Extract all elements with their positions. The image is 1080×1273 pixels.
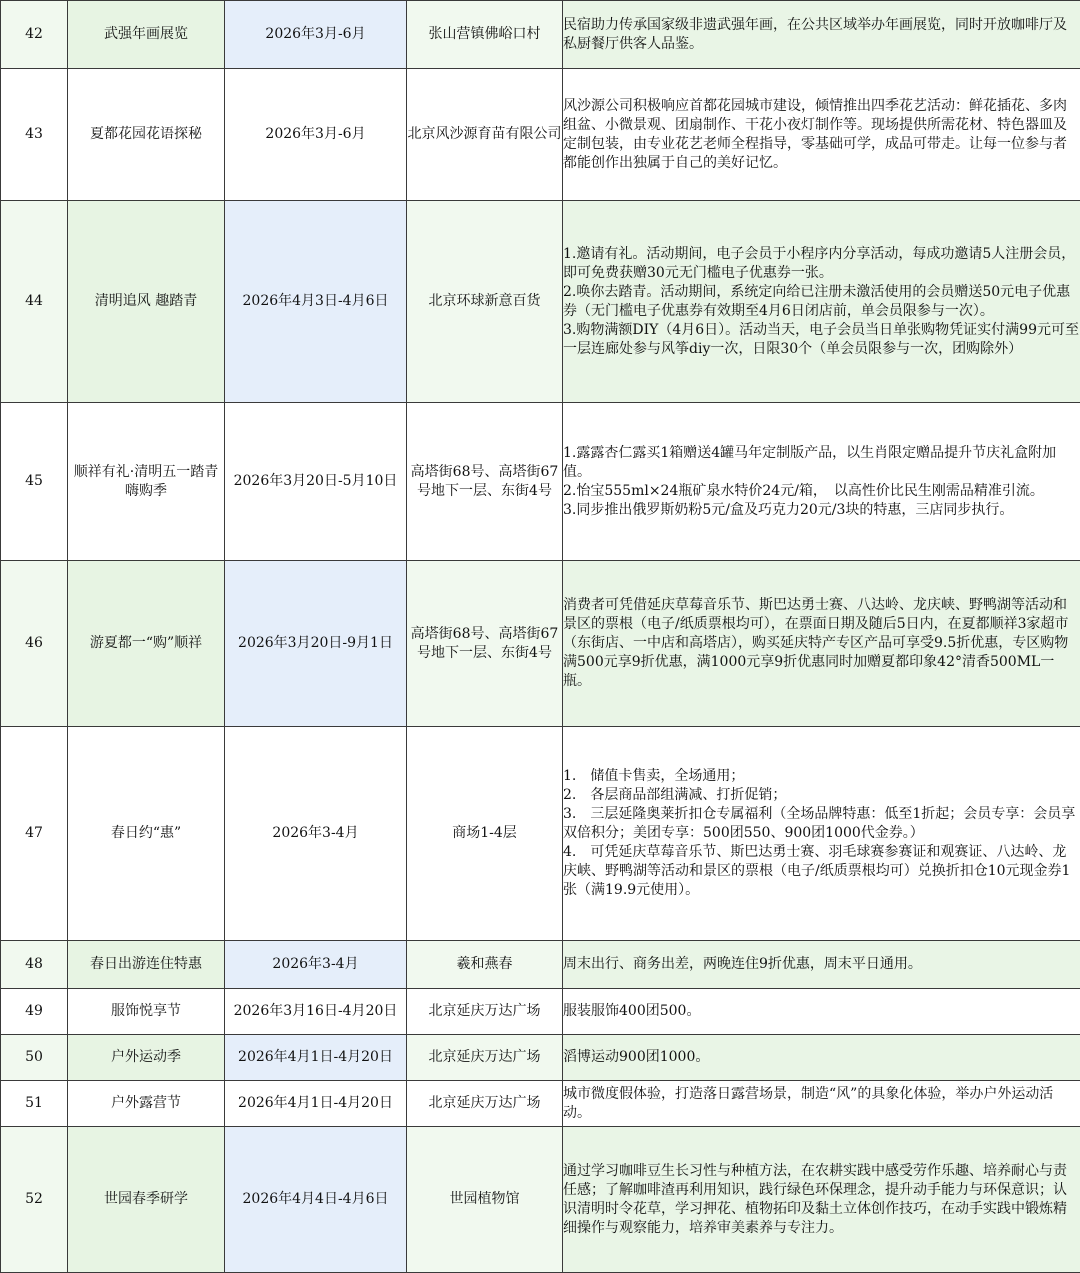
description-line: 1.邀请有礼。活动期间，电子会员于小程序内分享活动，每成功邀请5人注册会员，即可免费获赠30元无门槛电子优惠券一张。 <box>563 245 1080 283</box>
row-number-cell: 45 <box>1 403 68 561</box>
description-line: 民宿助力传承国家级非遗武强年画，在公共区域举办年画展览，同时开放咖啡厅及私厨餐厅供客人品鉴。 <box>563 16 1080 54</box>
description-line: 通过学习咖啡豆生长习性与种植方法，在农耕实践中感受劳作乐趣、培养耐心与责任感；了解咖啡渣再利用知识，践行绿色环保理念，提升动手能力与环保意识；认识清明时令花草，学习押花、植物拓印及黏土立体创作技巧，在动手实践中锻炼精细操作与观察能力，培养审美素养与专注力。 <box>563 1162 1080 1238</box>
activity-name-cell: 世园春季研学 <box>68 1127 225 1273</box>
activity-location-cell: 张山营镇佛峪口村 <box>407 1 563 69</box>
activity-date-cell: 2026年4月3日-4月6日 <box>225 201 407 403</box>
activity-description-cell <box>563 1035 1080 1081</box>
activity-date-cell: 2026年4月1日-4月20日 <box>225 1081 407 1127</box>
activity-name-cell: 户外运动季 <box>68 1035 225 1081</box>
table-row <box>1 989 1080 1035</box>
activity-name-cell: 春日约“惠” <box>68 727 225 941</box>
activity-date-cell: 2026年3-4月 <box>225 941 407 989</box>
activity-name-cell: 春日出游连住特惠 <box>68 941 225 989</box>
table-row <box>1 201 1080 403</box>
activity-location-cell: 商场1-4层 <box>407 727 563 941</box>
activity-name-cell: 夏都花园花语探秘 <box>68 69 225 201</box>
description-line: 服装服饰400团500。 <box>563 1002 1080 1021</box>
table-row <box>1 1127 1080 1273</box>
description-line: 1.露露杏仁露买1箱赠送4罐马年定制版产品，以生肖限定赠品提升节庆礼盒附加值。 <box>563 444 1080 482</box>
activity-location-cell: 世园植物馆 <box>407 1127 563 1273</box>
activity-location-cell: 北京延庆万达广场 <box>407 1081 563 1127</box>
activity-name-cell: 户外露营节 <box>68 1081 225 1127</box>
activity-description-cell <box>563 1127 1080 1273</box>
description-line: 滔博运动900团1000。 <box>563 1048 1080 1067</box>
activity-location-cell: 羲和燕春 <box>407 941 563 989</box>
activity-date-cell: 2026年3月16日-4月20日 <box>225 989 407 1035</box>
description-line: 4. 可凭延庆草莓音乐节、斯巴达勇士赛、羽毛球赛参赛证和观赛证、八达岭、龙庆峡、野鸭湖等活动和景区的票根（电子/纸质票根均可）兑换折扣仓10元现金券1张（满19.9元使用）。 <box>563 843 1080 900</box>
row-number-cell: 42 <box>1 1 68 69</box>
activity-description-cell <box>563 69 1080 201</box>
activity-location-cell: 北京延庆万达广场 <box>407 1035 563 1081</box>
activity-description-cell <box>563 989 1080 1035</box>
table-row <box>1 727 1080 941</box>
table-row <box>1 561 1080 727</box>
activity-description-cell <box>563 201 1080 403</box>
activity-name-cell: 游夏都一“购”顺祥 <box>68 561 225 727</box>
activity-date-cell: 2026年3月20日-9月1日 <box>225 561 407 727</box>
row-number-cell: 47 <box>1 727 68 941</box>
activity-description-cell <box>563 1 1080 69</box>
table-row <box>1 941 1080 989</box>
activity-name-cell: 武强年画展览 <box>68 1 225 69</box>
description-line: 2.怡宝555ml×24瓶矿泉水特价24元/箱， 以高性价比民生刚需品精准引流。 <box>563 482 1080 501</box>
description-line: 风沙源公司积极响应首都花园城市建设，倾情推出四季花艺活动：鲜花插花、多肉组盆、小微景观、团扇制作、干花小夜灯制作等。现场提供所需花材、特色器皿及定制包装，由专业花艺老师全程指导，零基础可学，成品可带走。让每一位参与者都能创作出独属于自己的美好记忆。 <box>563 97 1080 173</box>
activity-date-cell: 2026年3月-6月 <box>225 1 407 69</box>
activity-description-cell <box>563 403 1080 561</box>
activity-date-cell: 2026年3月20日-5月10日 <box>225 403 407 561</box>
table-row <box>1 403 1080 561</box>
description-line: 2.唤你去踏青。活动期间，系统定向给已注册未激活使用的会员赠送50元电子优惠券（无门槛电子优惠券有效期至4月6日闭店前，单会员限参与一次）。 <box>563 283 1080 321</box>
description-line: 城市微度假体验，打造落日露营场景，制造“风”的具象化体验，举办户外运动活动。 <box>563 1085 1080 1123</box>
row-number-cell: 51 <box>1 1081 68 1127</box>
description-line: 消费者可凭借延庆草莓音乐节、斯巴达勇士赛、八达岭、龙庆峡、野鸭湖等活动和景区的票根（电子/纸质票根均可），在票面日期及随后5日内，在夏都顺祥3家超市（东街店、一中店和高塔店），购买延庆特产专区产品可享受9.5折优惠，专区购物满500元享9折优惠，满1000元享9折优惠同时加赠夏都印象42°清香500ML一瓶。 <box>563 596 1080 691</box>
activity-date-cell: 2026年3-4月 <box>225 727 407 941</box>
row-number-cell: 43 <box>1 69 68 201</box>
description-line: 2. 各层商品部组满减、打折促销； <box>563 786 1080 805</box>
activity-description-cell <box>563 1081 1080 1127</box>
activity-date-cell: 2026年4月4日-4月6日 <box>225 1127 407 1273</box>
table-row <box>1 1 1080 69</box>
description-line: 3. 三层延隆奥莱折扣仓专属福利（全场品牌特惠：低至1折起；会员专享：会员享双倍积分；美团专享：500团550、900团1000代金券。） <box>563 805 1080 843</box>
row-number-cell: 49 <box>1 989 68 1035</box>
description-line: 1. 储值卡售卖，全场通用； <box>563 767 1080 786</box>
description-line: 3.同步推出俄罗斯奶粉5元/盒及巧克力20元/3块的特惠，三店同步执行。 <box>563 501 1080 520</box>
activity-location-cell: 北京延庆万达广场 <box>407 989 563 1035</box>
activity-name-cell: 顺祥有礼·清明五一踏青嗨购季 <box>68 403 225 561</box>
table-body <box>1 1 1080 1273</box>
activity-location-cell: 北京风沙源育苗有限公司 <box>407 69 563 201</box>
description-line: 周末出行、商务出差，两晚连住9折优惠，周末平日通用。 <box>563 955 1080 974</box>
description-line: 3.购物满额DIY（4月6日）。活动当天，电子会员当日单张购物凭证实付满99元可至一层连廊处参与风筝diy一次，日限30个（单会员限参与一次，团购除外） <box>563 321 1080 359</box>
table-row <box>1 69 1080 201</box>
activity-date-cell: 2026年3月-6月 <box>225 69 407 201</box>
activity-name-cell: 服饰悦享节 <box>68 989 225 1035</box>
row-number-cell: 52 <box>1 1127 68 1273</box>
activity-description-cell <box>563 941 1080 989</box>
activity-date-cell: 2026年4月1日-4月20日 <box>225 1035 407 1081</box>
row-number-cell: 46 <box>1 561 68 727</box>
activity-description-cell <box>563 727 1080 941</box>
activity-location-cell: 高塔街68号、高塔街67号地下一层、东街4号 <box>407 403 563 561</box>
row-number-cell: 50 <box>1 1035 68 1081</box>
row-number-cell: 48 <box>1 941 68 989</box>
table-row <box>1 1081 1080 1127</box>
table-row <box>1 1035 1080 1081</box>
activity-location-cell: 高塔街68号、高塔街67号地下一层、东街4号 <box>407 561 563 727</box>
activity-name-cell: 清明追风 趣踏青 <box>68 201 225 403</box>
row-number-cell: 44 <box>1 201 68 403</box>
activity-description-cell <box>563 561 1080 727</box>
activity-location-cell: 北京环球新意百货 <box>407 201 563 403</box>
